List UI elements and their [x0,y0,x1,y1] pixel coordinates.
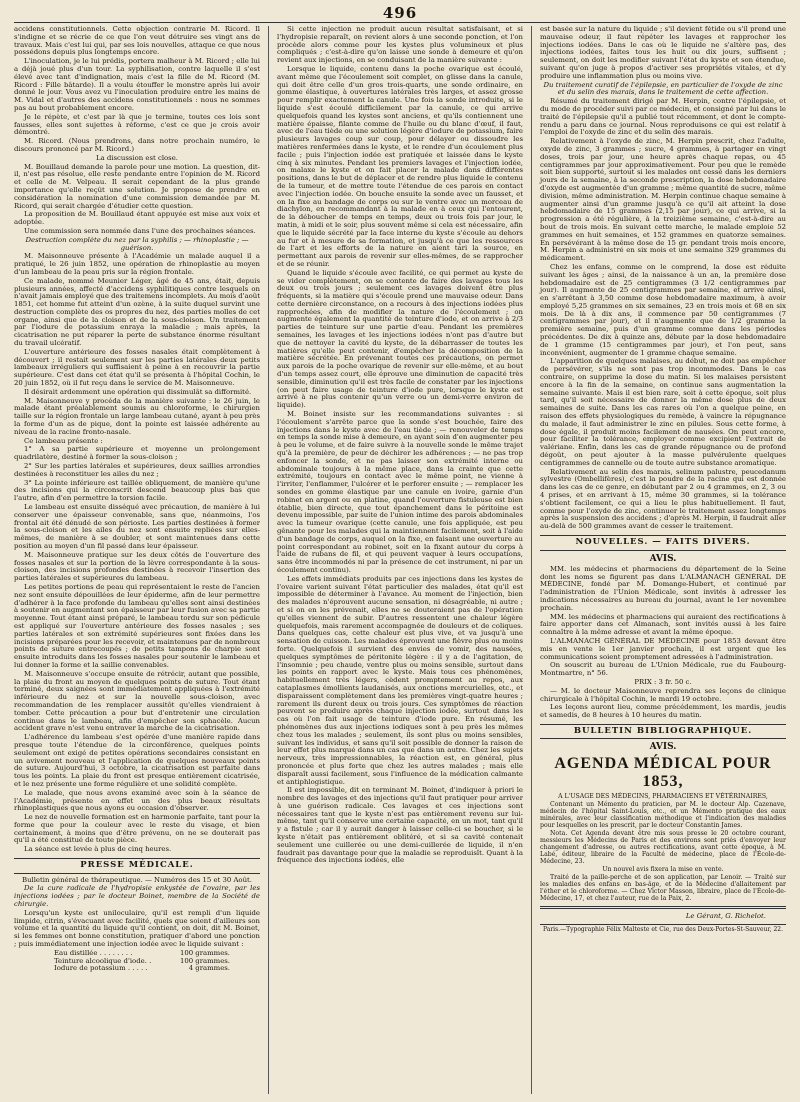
recipe-quantity: 100 grammes. [179,956,230,965]
paragraph: Il désirait ardemment une opération qui dissimulât sa difformité. [24,387,252,396]
paragraph: M. Bouillaud demande la parole pour une motion. La question, dit-il, n'est pas résolue, elle reste pendante entre l'opinion de M. Ricord et celle de M. Velpeau. Il serait cependant de la plus grande importance qu'elle reçût une solution. Je propose de prendre en considération la nomination d'une commission demandée par M. Ricord, qui serait chargée d'étudier cette question. [14,162,260,210]
paragraph: L'adhérence du lambeau s'est opérée d'une manière rapide dans presque toute l'étendue de la circonférence, quelques points seulement ont exigé de petites opérations secondaires consistant en un avivement nouveau et l'application de quelques nouveaux points de suture. Aujourd'hui, 3 octobre, la cicatrisation est parfaite dans tous les points. La plaie du front est presque entièrement cicatrisée, et le nez présente une forme régulière et une solidité complète. [14,733,260,788]
paragraph: M. Ricord. (Nous prendrons, dans notre prochain numéro, le discours prononcé par M. Ricord.) [14,137,260,153]
paragraph: Contenant un Mémento du praticien, par M. le docteur Alp. Cazenave, médecin de l'hôpital Saint-Louis, etc., et un Mémento pratique des eaux minérales, avec leur classification méthodique et l'indication des maladies pour lesquelles on les prescrit, par le docteur Constantin James. [540,800,786,829]
notice-title: AVIS. [649,553,677,564]
paragraph: Quand le liquide s'écoule avec facilité, ce qui permet au kyste de se vider complètement, on se contente de faire des lavages tous les deux ou trois jours ; seulement ces lavages doivent être plus fréquents, si la matière qui s'écoule prend une mauvaise odeur. Dans cette dernière circonstance, on a recours à des injections iodées plus rapprochées, afin de modifier la nature de l'écoulement ; on augmente également la quantité de teinture d'iode, et on arrive à 2/3 parties de teinture sur une partie d'eau. Pendant les premières semaines, les lavages et les injections iodées n'ont pas d'autre but que de nettoyer la cavité du kyste, de la débarrasser de toutes les matières qu'elle peut contenir, d'empêcher la décomposition de la matière sécrétée. En prévenant toutes ces précautions, on permet aux parois de la poche ovarique de revenir sur elle-même, et au bout d'un temps assez court, elle éprouve une diminution de capacité très sensible, diminution qu'il est très facile de constater par les injections (on peut faire usage de teinture d'iode pure, lorsque le kyste est arrivé à ne plus contenir qu'un verre ou un demi-verre environ de liquide). [277,268,523,410]
paragraph: Une commission sera nommée dans l'une des prochaines séances. [24,226,256,235]
section-heading-news: NOUVELLES. — FAITS DIVERS. [540,535,786,551]
paragraph: M. Boinet insiste sur les recommandations suivantes : si l'écoulement s'arrête parce que la sonde s'est bouchée, faire des injections dans le kyste avec de l'eau tiède ; — renouveler de temps en temps la sonde mise à demeure, en ayant soin d'en augmenter peu à peu le volume, et de faire suivre à la nouvelle sonde le même trajet qu'à la première, de peur de déchirer les adhérences ; — ne pas trop enfoncer la sonde, et ne pas laisser son extrémité interne ou abdominale toujours à la même place, dans la crainte que cette extrémité, toujours en contact avec le même point, ne vienne à l'irriter, l'enflammer, l'ulcérer et le perforer ensuite ; — remplacer les sondes en gomme élastique par une canule en ivoire, garnie d'un robinet en argent ou en platine, quand l'ouverture fistuleuse est bien établie, bien directe, que tout épanchement dans le péritoine est devenu impossible, par suite de l'union intime des parois abdominales avec la tumeur ovarique (cette canule, une fois appliquée, est peu gênante pour les malades qui la maintiennent facilement, soit à l'aide d'un bandage de corps, auquel on la fixe, en faisant une ouverture au point correspondant au robinet, soit en la fixant autour du corps à l'aide de rubans de fil, et qui peuvent vaquer à leurs occupations, sans être incommodés ni par la présence de cet instrument, ni par un écoulement continu). [277,410,523,574]
paragraph: L'ALMANACH GÉNÉRAL DE MÉDECINE pour 1853 devant être mis en vente le 1er janvier prochain, il est urgent que les communications soient promptement adressées à l'administration. [540,636,786,661]
paragraph: 1° A sa partie supérieure et moyenne un prolongement quadrilatère, destiné à former la sous-cloison ; [14,445,260,462]
paragraph: L'inoculation, je le lui prédis, portera malheur à M. Ricord ; elle lui a déjà joué plus d'un tour. La syphilisation, contre laquelle il s'est élevé avec tant d'indignation, mais c'est la fille de M. Ricord (M. Ricord : Fille bâtarde). Il a voulu étouffer le monstre après lui avoir donné le jour. Vous avez vu l'inoculation produire entre les mains de M. Vidal et d'autres des accidens constitutionnels : nous ne sommes pas au bout probablement encore. [14,57,260,112]
paragraph: La proposition de M. Bouillaud étant appuyée est mise aux voix et adoptée. [14,210,260,227]
paragraph: Lorsque le liquide, contenu dans la poche ovarique est écoulé, avant même que l'écoulement soit complet, on glisse dans la canule, qui doit être celle d'un gros trois-quarts, une sonde ordinaire, en gomme élastique, à ouvertures latérales très larges, et assez grosse pour remplir exactement la canule. Une fois la sonde introduite, si le liquide s'est écoulé difficilement par la canule, ce qui arrive quelquefois quand les kystes sont anciens, et qu'ils contiennent une matière épaisse, filante comme de l'huile ou du blanc d'œuf, il faut, avec de l'eau tiède ou une solution légère d'iodure de potassium, faire plusieurs lavages coup sur coup, pour délayer ou dissoudre les matières renfermées dans le kyste, et le rendre d'un écoulement plus facile ; puis l'injection iodée est pratiquée et laissée dans le kyste cinq à six minutes. Pendant les premiers lavages et l'injection iodée, on malaxe le kyste et on fait placer la malade dans différentes positions, dans le but de déplacer et de rendre plus liquide le contenu de la tumeur, et de mettre toute l'étendue de ces parois en contact avec l'injection iodée. On bouche ensuite la sonde avec un fausset, et on la fixe au bandage de corps ou sur le ventre avec un morceau de diachylon, en recommandant à la malade en à ceux qui l'entourent, de la déboucher de temps en temps, deux ou trois fois par jour, le matin, à midi et le soir, plus souvent même si cela est nécessaire, afin que le liquide sécrété par la face interne du kyste s'écoule au dehors au fur et à mesure de sa formation, et jusqu'à ce que les ressources de l'art et les efforts de la nature en aient tari la source, en permettant aux parois de revenir sur elles-mêmes, de se rapprocher et de se réunir. [277,64,523,268]
column-3 [531,26,786,1094]
agenda-title: AGENDA MÉDICAL POUR 1853, [554,754,772,790]
paragraph: M. Maisonneuve pratique sur les deux côtés de l'ouverture des fosses nasales et sur la portion de la lèvre correspondante à la sous-cloison, des incisions profondes destinées à recevoir l'insertion des parties latérales et supérieures du lambeau. [14,550,260,583]
section-heading-bibliography: BULLETIN BIBLIOGRAPHIQUE. [540,724,786,740]
section-title: Destruction complète du nez par la syphilis ; — rhinoplastie ; — guérison. [25,235,249,252]
paragraph: Lorsqu'un kyste est uniloculaire, qu'il est rempli d'un liquide limpide, citrin, s'évacuant avec facilité, quels que soient d'ailleurs son volume et la quantité du liquide qu'il contient, on doit, dit M. Boinet, si les femmes ont bonne constitution, pratiquer d'abord une ponction ; puis immédiatement une injection iodée avec le liquide suivant : [14,908,260,949]
paragraph: Relativement à l'oxyde de zinc, M. Herpin prescrit, chez l'adulte, oxyde de zinc, 3 grammes ; sucre, 4 grammes, à partager en vingt doses, trois par jour, une heure après chaque repas, ou 45 centigrammes par jour approximativement. Pour peu que le remède soit bien supporté, surtout si les malades ont cessé dans les derniers jours de la semaine, à la seconde prescription, la dose hebdomadaire d'oxyde est augmentée d'un gramme ; même quantité de sucre, même division, même administration. M. Herpin continue chaque semaine à augmenter ainsi d'un gramme jusqu'à ce qu'il ait atteint la dose hebdomadaire de 15 grammes (2,15 par jour), ce qui arrive, si la progression a été régulière, à la treizième semaine, c'est-à-dire au bout de trois mois. En suivant cette marche, le malade emploie 52 grammes en huit semaines, et 152 grammes en quatorze semaines. En persévérant à la même dose de 15 gr. pendant trois mois encore, M. Herpin a administré en six mois et une semaine 329 grammes du médicament. [540,137,786,263]
paragraph: 2° Sur les parties latérales et supérieures, deux saillies arrondies destinées à reconstituer les ailes du nez ; [14,462,260,478]
columns [14,26,786,1094]
imprint: Paris.—Typographie Félix Malteste et Cie, rue des Deux-Portes-St-Sauveur, 22. [540,924,786,934]
paragraph: Le nez de nouvelle formation est en harmonie parfaite, tant pour la forme que pour la couleur avec le reste du visage, et bien certainement, à moins que d'être prévenu, on ne se douterait pas qu'il a été constitué de toute pièce. [14,813,260,845]
paragraph: est basée sur la nature du liquide ; s'il devient fétide ou s'il prend une mauvaise odeur, il faut répéter les lavages et rapprocher les injections iodées. Dans le cas où le liquide ne s'altère pas, des injections iodées, faites tous les huit ou dix jours, suffisent ; seulement, on doit les modifier suivant l'état du kyste et son étendue, suivant qu'on juge à propos d'activer ses propriétés vitales, et d'y produire une inflammation plus ou moins vive. [540,26,786,80]
divider [540,906,786,909]
recipe-line [14,965,260,973]
paragraph: 3° La pointe inférieure est taillée obliquement, de manière qu'une des incisions qui la circonscrit descend beaucoup plus bas que l'autre, afin d'en permettre la torsion facile. [14,478,260,503]
paragraph: Ce malade, nommé Meunier Léger, âgé de 45 ans, était, depuis plusieurs années, affecté d'accidens syphilitiques contre lesquels on n'avait jamais employé que des traitemens incomplets. Au mois d'août 1851, cet homme fut atteint d'un ozène, à la suite duquel survint une destruction complète des os propres du nez, des parties molles de cet organe, ainsi que de la cloison et de la sous-cloison. Un traitement par l'iodure de potassium enraya la maladie ; mais après, la cicatrisation ne put réparer la perte de substance énorme résultant du travail ulcératif. [14,276,260,348]
bulletin-title: Bulletin général de thérapeutique. — Numéros des 15 et 30 Août. [22,875,252,884]
section-heading-press: PRESSE MÉDICALE. [14,858,260,874]
paragraph: Un nouvel avis fixera la mise en vente. [602,865,724,873]
paragraph: M. Maisonneuve y procéda de la manière suivante : le 26 juin, le malade étant préalablement soumis au chloroforme, le chirurgien taille sur la région frontale un large lambeau cutané, ayant à peu près la forme d'un as de pique, dont la pointe est laissée adhérente au niveau de la racine fronto-nasale. [14,396,260,436]
paragraph: On souscrit au bureau de L'Union Médicale, rue du Faubourg-Montmartre, n° 56. [540,661,786,678]
article-title: Du traitement curatif de l'épilepsie, en particulier de l'oxyde de zinc et du selin des marais, dans le traitement de cette affection. [543,80,783,97]
signature: Le Gérant, G. Richelot. [685,911,766,920]
paragraph: — M. le docteur Maisonneuve reprendra ses leçons de clinique chirurgicale à l'hôpital Cochin, le mardi 19 octobre. [540,686,786,703]
paragraph: La séance est levée à plus de cinq heures. [24,845,172,854]
paragraph: L'ouverture antérieure des fosses nasales était complètement à découvert ; il restait seulement sur les parties latérales deux petits lambeaux irréguliers qui suffisaient à peine à en recouvrir la partie supérieure. C'est dans cet état qu'il se présenta à l'hôpital Cochin, le 20 juin 1852, où il fut reçu dans le service de M. Maisonneuve. [14,347,260,388]
paragraph: MM. les médecins et pharmaciens qui auraient des rectifications à faire apporter dans cet Almanach, sont invités aussi à les faire connaître à la même adresse et avant la même époque. [540,612,786,637]
paragraph: Les leçons auront lieu, comme précédemment, les mardis, jeudis et samedis, de 8 heures à 10 heures du matin. [540,703,786,720]
paragraph: M. Maisonneuve s'occupe ensuite de rétrécir, autant que possible, la plaie du front au moyen de quelques points de suture. Tout étant terminé, deux saignées sont immédiatement appliquées à l'extrémité inférieure du nez et sur la nouvelle sous-cloison, avec recommandation de les remplacer aussitôt qu'elles viendraient à tomber. Cette précaution a pour but d'entretenir une circulation continue dans le lambeau, afin d'empêcher son sphacèle. Aucun accident grave n'est venu entraver la marche de la cicatrisation. [14,669,260,733]
column-1 [14,26,260,1094]
recipe-quantity: 4 grammes. [188,964,230,973]
paragraph: Ce lambeau présente : [24,436,103,445]
recipe-quantity: 100 grammes. [179,948,230,957]
paragraph: Les effets immédiats produits par ces injections dans les kystes de l'ovaire varient suivant l'état particulier des malades, état qu'il est impossible de déterminer à l'avance. Au moment de l'injection, bien des malades n'éprouvent aucune sensation, ni désagréable, ni autre ; et si on en les prévenait, elles ne se douteraient pas de l'opération qu'elles viennent de subir. D'autres ressentent une chaleur légère quelquefois, mais rarement accompagnée de douleurs et de coliques. Dans quelques cas, cette chaleur est plus vive, et va jusqu'à une sensation de cuisson. Les malades éprouvent une fièvre plus ou moins forte. Quelquefois il survient des envies de vomir, des nausées, quelques symptômes de péritonite légère : il y a de l'agitation, de l'insomnie ; peu chaude, ventre plus ou moins sensible, surtout dans les points en rapport avec le kyste. Mais tous ces phénomènes, habituellement très légers, cèdent promptement au repos, aux cataplasmes émollients laudanisés, aux onctions mercurielles, etc., et disparaissent complètement dans les premières vingt-quatre heures ; rarement ils durent deux ou trois jours. Ces symptômes de réaction peuvent se produire après chaque injection iodée, surtout dans les cas où l'on fait usage de teinture d'iode pure. En résumé, les phénomènes dus aux injections iodiques sont à peu près les mêmes chez tous les malades ; seulement, ils sont plus ou moins sensibles, suivant les individus, et sans qu'il soit possible de donner la raison de leur effet plus marqué dans un cas que dans un autre. Chez les sujets nerveux, très impressionnables, la réaction est, en général, plus prononcée et plus forte que chez les autres malades ; mais elle disparaît aussi facilement, sous l'influence de la médication calmante et antiphlogistique. [277,574,523,786]
paragraph: Les petites portions de peau qui représentaient le reste de l'ancien nez sont ensuite dépouillées de leur épiderme, afin de leur permettre d'adhérer à la face profonde du lambeau qu'elles sont ainsi destinées à soutenir en augmentant son épaisseur par leur fusion avec sa partie moyenne. Tout étant ainsi préparé, le lambeau tordu sur son pédicule est appliqué sur l'ouverture antérieure des fosses nasales ; ses parties latérales et son extrémité supérieures sont fixées dans les incisions préparées pour les recevoir, et maintenues par de nombreux points de suture entrecoupés ; de petits tampons de charpie sont ensuite introduits dans les fosses nasales pour soutenir le lambeau et lui donner la forme et la saillie convenables. [14,582,260,669]
paragraph: accidens constitutionnels. Cette objection contrarie M. Ricord. Il s'indigne et se récrie de ce que l'on veut détruire ses vingt ans de travaux. Mais c'est lui qui, par ses lois nouvelles, attaque ce que nous possédons depuis plus longtemps encore. [14,26,260,57]
paragraph: L'apparition de quelques malaises, au début, ne doit pas empêcher de persévérer, s'ils ne sont pas trop incommodes. Dans le cas contraire, on supprime la dose du matin. Si les malaises persistent encore à la fin de la semaine, on continue sans augmentation la semaine suivante. Mais il est bien rare, soit à cette époque, soit plus tard, qu'il soit nécessaire de donner la même dose plus de deux semaines de suite. Dans les cas rares où l'on a quelque peine, en raison des effets physiologiques du remède, à vaincre la répugnance du malade, il faut administrer le zinc en pilules. Sous cette forme, à dose égale, il produit moins facilement de nausées. On peut encore, pour faciliter la tolérance, employer comme excipient l'extrait de valériane. Enfin, dans les cas de grande répugnance ou de profond dégoût, on peut ajouter à la masse pulvérulente quelques centigrammes de cannelle ou de toute autre substance aromatique. [540,357,786,467]
paragraph: Il est impossible, dit en terminant M. Boinet, d'indiquer à priori le nombre des lavages et des injections qu'il faut pratiquer pour arriver à une guérison radicale. Ces lavages et ces injections sont nécessaires tant que le kyste n'est pas entièrement revenu sur lui-même, tant qu'il conserve une certaine capacité, en un mot, tant qu'il y a fistule ; car il y aurait danger à laisser celle-ci se boucher, si le kyste n'était pas entièrement oblitéré, et si sa cavité contenait seulement une cuillerée ou une demi-cuillerée de liquide, il n'en faudrait pas davantage pour que la maladie se reproduisît. Quant à la fréquence des injections iodées, elle [277,786,523,865]
paragraph: Traité de la paille-perche et de son application, par Lenoir. — Traité sur les maladies des enfans en bas-âge, et de la Médecine d'allaitement par l'éther et le chloroforme. — Chez Victor Masson, libraire, place de l'École-de-Médecine, 17, et chez l'auteur, rue de la Paix, 2. [540,873,786,902]
paragraph: Le malade, que nous avons examiné avec soin à la séance de l'Académie, présente en effet un des plus beaux résultats rhinoplastiques que nous ayons eu occasion d'observer. [14,788,260,813]
paragraph: Chez les enfans, comme on le comprend, la dose est réduite suivant les âges ; ainsi, de la naissance à un an, la première dose hebdomadaire est de 25 centigrammes (3 1/2 centigrammes par jour). Il augmente de 25 centigrammes par semaine, et arrive ainsi, en s'arrêtant à 3,50 comme dose hebdomadaire maximum, à avoir employé 5,25 grammes en six semaines, 23 en trois mois et 68 en six mois. De là à dix ans, il commence par 50 centigrammes (7 centigrammes par jour), et il n'augmente que de 1/2 gramme la première semaine, puis d'un gramme comme dans les périodes précédentes. De dix à quinze ans, débute par la dose hebdomadaire de 1 gramme (15 centigrammes par jour), et l'on peut, sans inconvénient, augmenter de 1 gramme chaque semaine. [540,262,786,357]
paragraph: Si cette injection ne produit aucun résultat satisfaisant, et si l'hydropisie reparaît, on revient alors à une seconde ponction, et l'on procède alors comme pour les kystes plus volumineux et plus compliqués ; c'est-à-dire qu'on laisse une sonde à demeure et qu'on revient aux injections, en se conduisant de la manière suivante : [277,26,523,65]
recipe-ingredient: Iodure de potassium . . . . . [54,964,148,973]
notice-title: AVIS. [649,742,677,753]
paragraph: MM. les médecins et pharmaciens du département de la Seine dont les noms se figurent pas dans L'ALMANACH GÉNÉRAL DE MÉDECINE, fondé par M. Domange-Hubert, et continué par l'administration de l'Union Médicale, sont invités à adresser les indications nécessaires au bureau du journal, avant le 1er novembre prochain. [540,564,786,612]
header-rule [14,22,786,23]
paragraph: M. Maisonneuve présente à l'Académie un malade auquel il a pratiqué, le 26 juin 1852, une opération de rhinoplastie au moyen d'un lambeau de la peau pris sur la région frontale. [14,252,260,276]
agenda-subtitle: A L'USAGE DES MÉDECINS, PHARMACIENS ET VÉTÉRINAIRES, [558,792,768,800]
paragraph: Résumé du traitement dirigé par M. Herpin, contre l'épilepsie, et du mode de procéder suivi par ce médecin, et consigné par lui dans le traité de l'épilepsie qu'il a publié tout récemment, et dont le compte-rendu a paru dans ce journal. Nous reproduisons ce qui est relatif à l'emploi de l'oxyde de zinc et du selin des marais. [540,97,786,137]
paragraph: La discussion est close. [96,153,178,162]
article-title: De la cure radicale de l'hydropisie enkystée de l'ovaire, par les injections iodées ; par le docteur Boinet, membre de la Société de chirurgie. [14,884,260,909]
paragraph: Je le répète, et c'est par là que je termine, toutes ces lois sont fausses, elles sont sujettes à réforme, c'est ce que je crois avoir démontré. [14,112,260,137]
paragraph: Relativement au selin des marais, selinum palustre, peucedanum sylvestre (Ombellifères), c'est la poudre de la racine qui est donnée dans les cas de ce genre, en débutant par 2 ou 4 grammes, en 2, 3 ou 4 prises, et en arrivant à 15, même 30 grammes, si la tolérance s'obtient facilement, ce qui a lieu le plus habituellement. Il faut, comme pour l'oxyde de zinc, continuer le traitement assez longtemps après la suspension des accidens ; d'après M. Herpin, il faudrait aller au-delà de 500 grammes avant de cesser le traitement. [540,467,786,531]
recipe-ingredient: Teinture alcoolique d'iode. . [54,956,152,965]
paragraph: Nota. Cet Agenda devant être mis sous presse le 20 octobre courant, messieurs les Médecins de Paris et des environs sont priés d'envoyer leur changement d'adresse, ou autres rectifications, avant cette époque, à M. Labé, éditeur, libraire de la Faculté de médecine, place de l'École-de-Médecine, 23. [540,829,786,865]
column-2 [268,26,523,1094]
recipe-ingredient: Eau distillée . . . . . . . . [54,948,133,957]
page-number: 496 [382,4,418,22]
price: PRIX : 3 fr. 50 c. [634,677,692,686]
paragraph: Le lambeau est ensuite disséqué avec précaution, de manière à lui conserver une épaisseur convenable, sans que, néanmoins, l'os frontal ait été dénudé de son périoste. Les parties destinées à former la sous-cloison et les ailes du nez sont ensuite repliées sur elles-mêmes, de manière à se doubler, et sont maintenues dans cette position au moyen d'un fil passé dans leur épaisseur. [14,503,260,550]
